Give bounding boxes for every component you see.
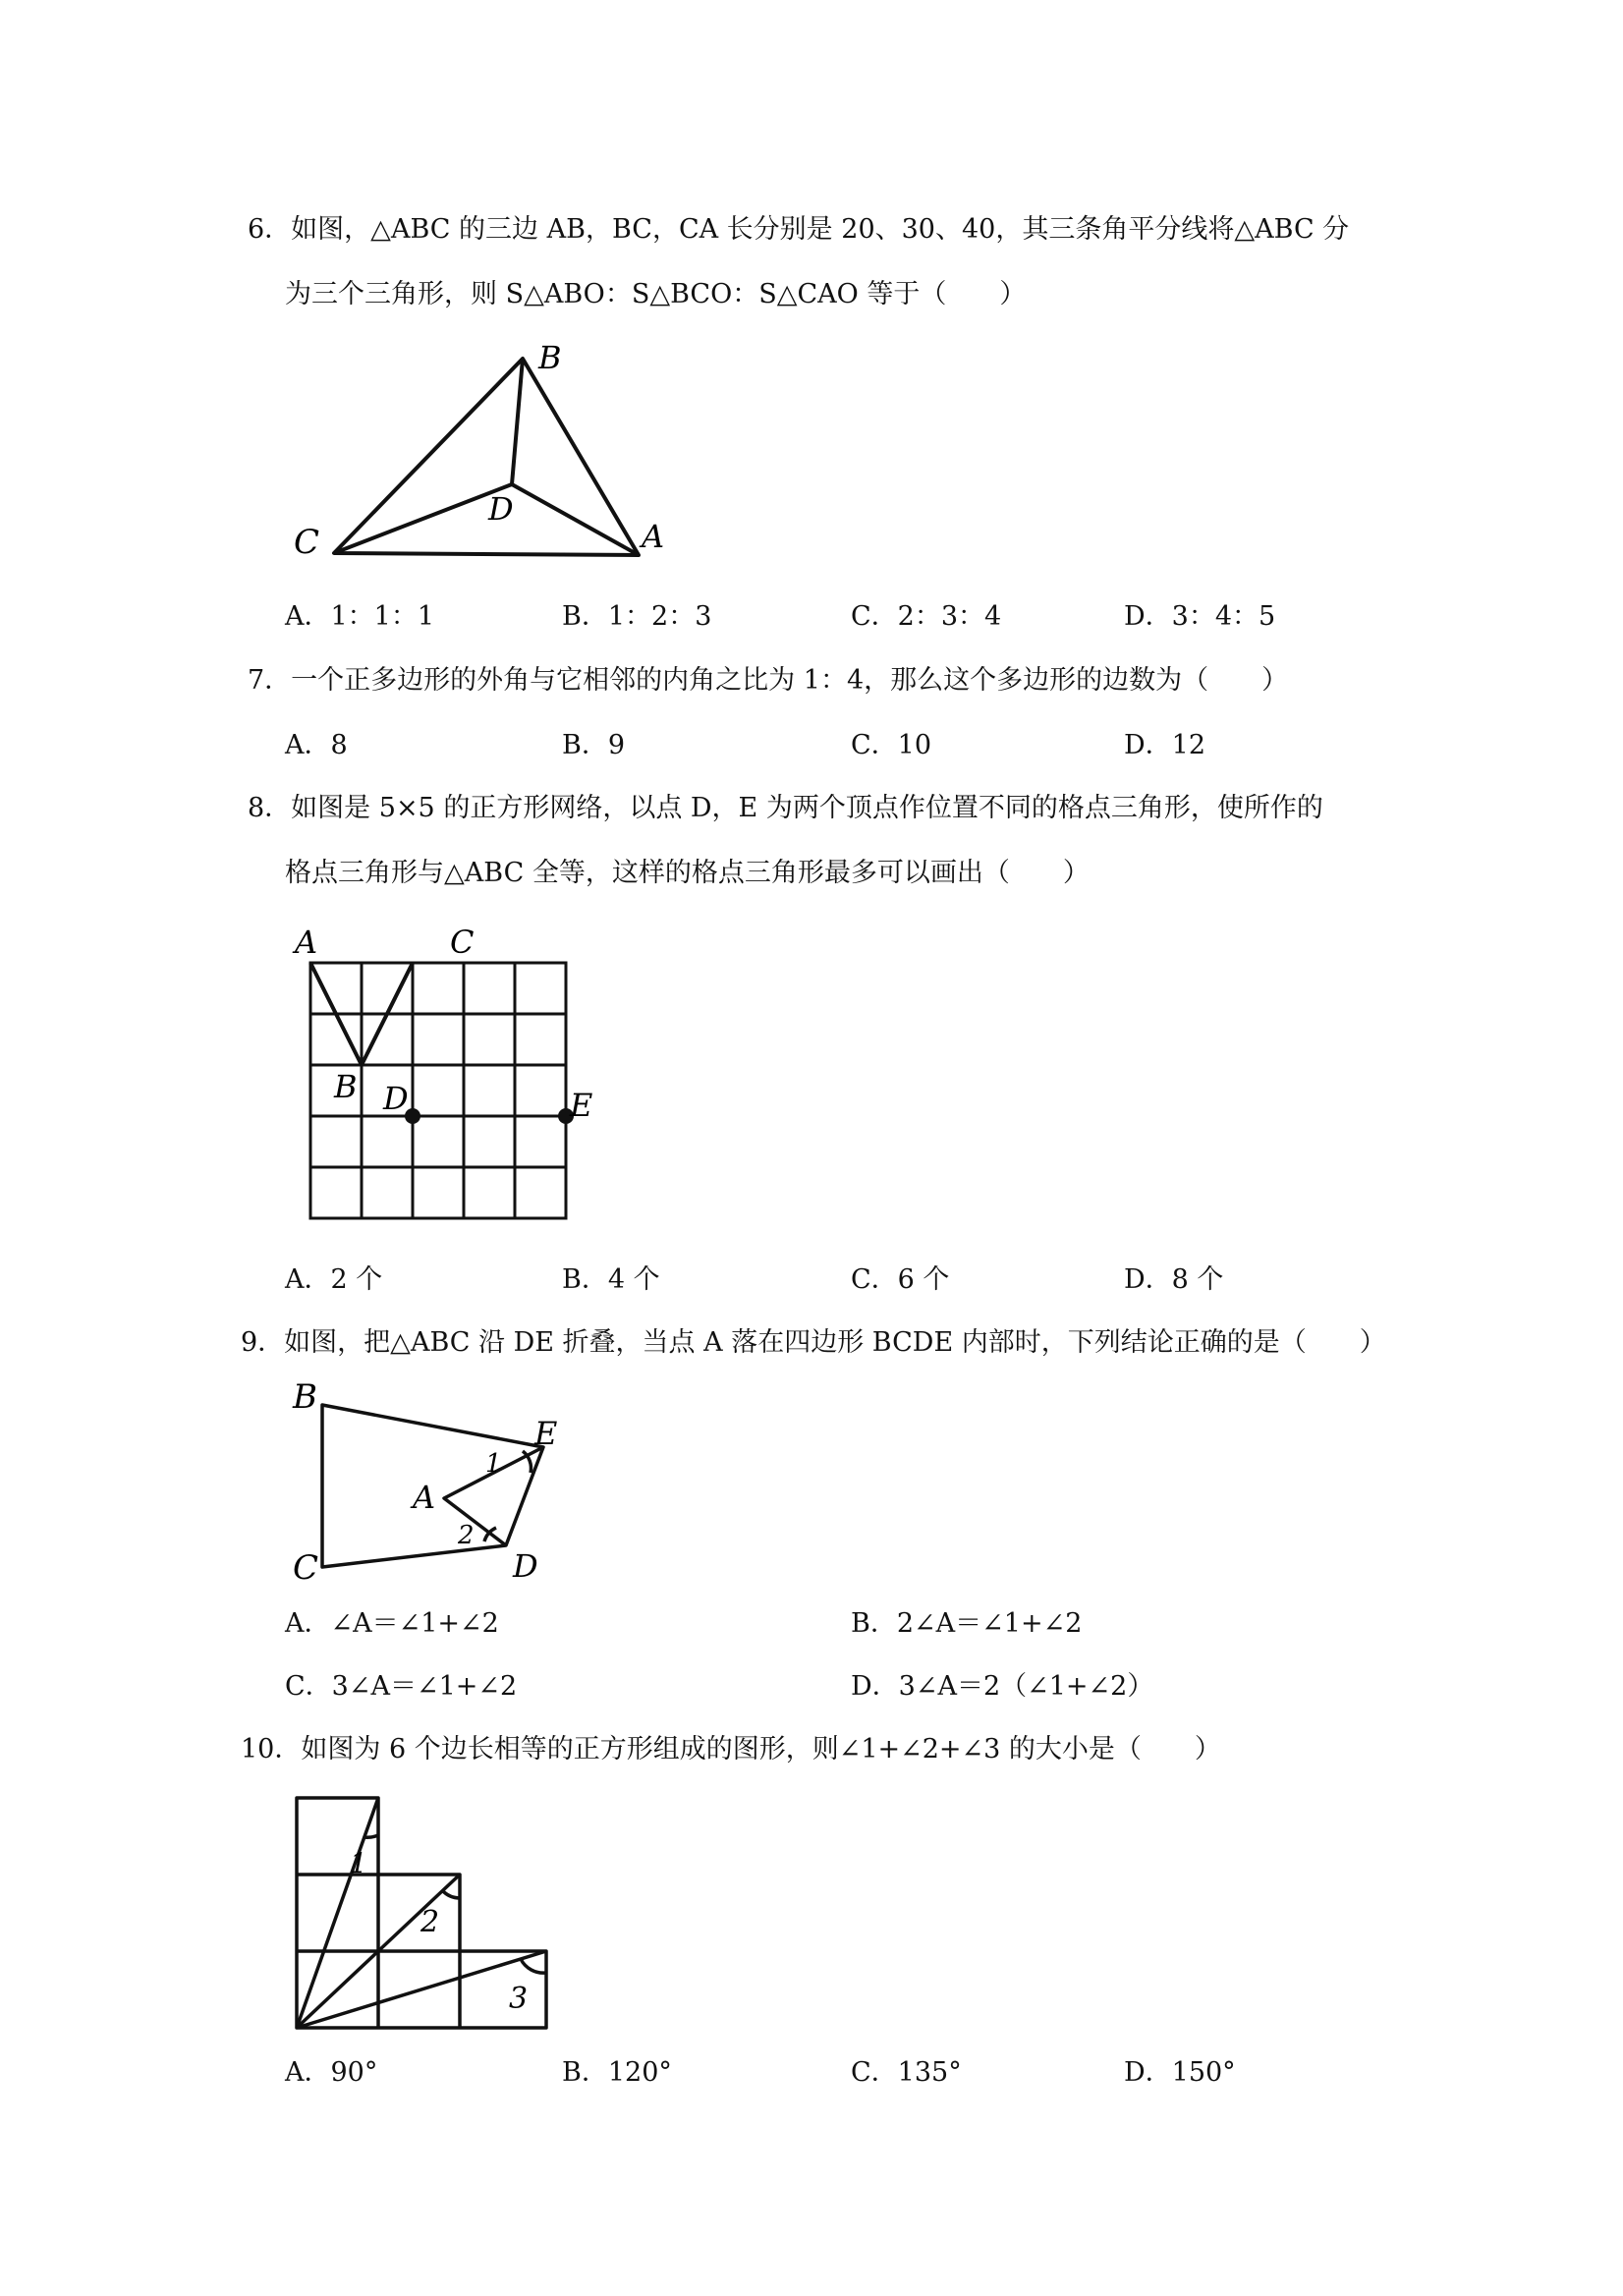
q7-option-c[interactable]: C．10: [851, 730, 932, 760]
q9-option-c[interactable]: C．3∠A＝∠1+∠2: [285, 1671, 518, 1702]
q8-option-a[interactable]: A．2 个: [285, 1264, 383, 1295]
triangle-abc: [334, 359, 639, 555]
q7-option-a[interactable]: A．8: [285, 730, 348, 760]
q10-option-b[interactable]: B．120°: [562, 2057, 672, 2088]
q9-label-b: B: [293, 1380, 317, 1417]
q6-option-d[interactable]: D．3：4：5: [1124, 601, 1276, 632]
q9-label-e: E: [534, 1415, 558, 1452]
q10-line1: 10．如图为 6 个边长相等的正方形组成的图形，则∠1+∠2+∠3 的大小是（ ）: [241, 1734, 1221, 1764]
q6-option-c[interactable]: C．2：3：4: [851, 601, 1002, 632]
q6-option-a[interactable]: A．1：1：1: [285, 601, 435, 632]
q8-label-e: E: [570, 1087, 593, 1124]
q9-option-b[interactable]: B．2∠A＝∠1+∠2: [851, 1608, 1083, 1639]
q6-line2: 为三个三角形，则 S△ABO：S△BCO：S△CAO 等于（ ）: [285, 279, 1027, 309]
q8-label-c: C: [450, 924, 475, 961]
q8-option-b[interactable]: B．4 个: [562, 1264, 660, 1295]
q7-option-d[interactable]: D．12: [1124, 730, 1206, 760]
q8-line1: 8．如图是 5×5 的正方形网络，以点 D，E 为两个顶点作位置不同的格点三角形，使所作的: [248, 793, 1323, 823]
q10-squares-figure: [285, 1788, 560, 2034]
q10-label-angle-2: 2: [420, 1905, 440, 1939]
q9-label-d: D: [513, 1547, 538, 1582]
q9-option-a[interactable]: A．∠A＝∠1+∠2: [285, 1608, 499, 1639]
q8-label-d: D: [383, 1080, 409, 1117]
q10-label-angle-1: 1: [350, 1847, 367, 1879]
q8-label-b: B: [334, 1068, 358, 1105]
q8-option-c[interactable]: C．6 个: [851, 1264, 950, 1295]
q8-label-a: A: [295, 924, 318, 961]
q6-option-b[interactable]: B．1：2：3: [562, 601, 712, 632]
q6-line1: 6．如图，△ABC 的三边 AB，BC，CA 长分别是 20、30、40，其三条角平分线将△ABC 分: [248, 214, 1350, 245]
diagonal-to-angle-1: [297, 1798, 378, 2028]
q9-label-c: C: [293, 1548, 319, 1582]
q10-option-c[interactable]: C．135°: [851, 2057, 962, 2088]
q8-grid-figure: [285, 919, 619, 1228]
q9-option-d[interactable]: D．3∠A＝2（∠1+∠2）: [851, 1671, 1154, 1702]
q9-fold-figure: [285, 1380, 589, 1582]
q10-option-d[interactable]: D．150°: [1124, 2057, 1236, 2088]
q7-line1: 7．一个正多边形的外角与它相邻的内角之比为 1：4，那么这个多边形的边数为（ ）: [248, 665, 1289, 696]
bisector-c: [334, 484, 512, 553]
q10-option-a[interactable]: A．90°: [285, 2057, 378, 2088]
q9-label-angle-1: 1: [485, 1449, 502, 1479]
q6-triangle-figure: [280, 339, 693, 565]
q9-line1: 9．如图，把△ABC 沿 DE 折叠，当点 A 落在四边形 BCDE 内部时，下列结论正确的是（ ）: [241, 1327, 1386, 1358]
q6-label-c: C: [294, 523, 320, 562]
q10-label-angle-3: 3: [509, 1982, 529, 2016]
q9-label-angle-2: 2: [458, 1521, 475, 1550]
q6-label-d: D: [488, 490, 514, 528]
angle-3-arc: [521, 1959, 546, 1973]
q7-option-b[interactable]: B．9: [562, 730, 626, 760]
q8-option-d[interactable]: D．8 个: [1124, 1264, 1224, 1295]
q6-label-b: B: [538, 339, 562, 376]
angle-2-arc: [442, 1890, 460, 1898]
bisector-b: [512, 359, 523, 484]
q8-line2: 格点三角形与△ABC 全等，这样的格点三角形最多可以画出（ ）: [285, 858, 1090, 888]
q6-label-a: A: [642, 518, 665, 555]
q9-label-a: A: [413, 1479, 436, 1516]
